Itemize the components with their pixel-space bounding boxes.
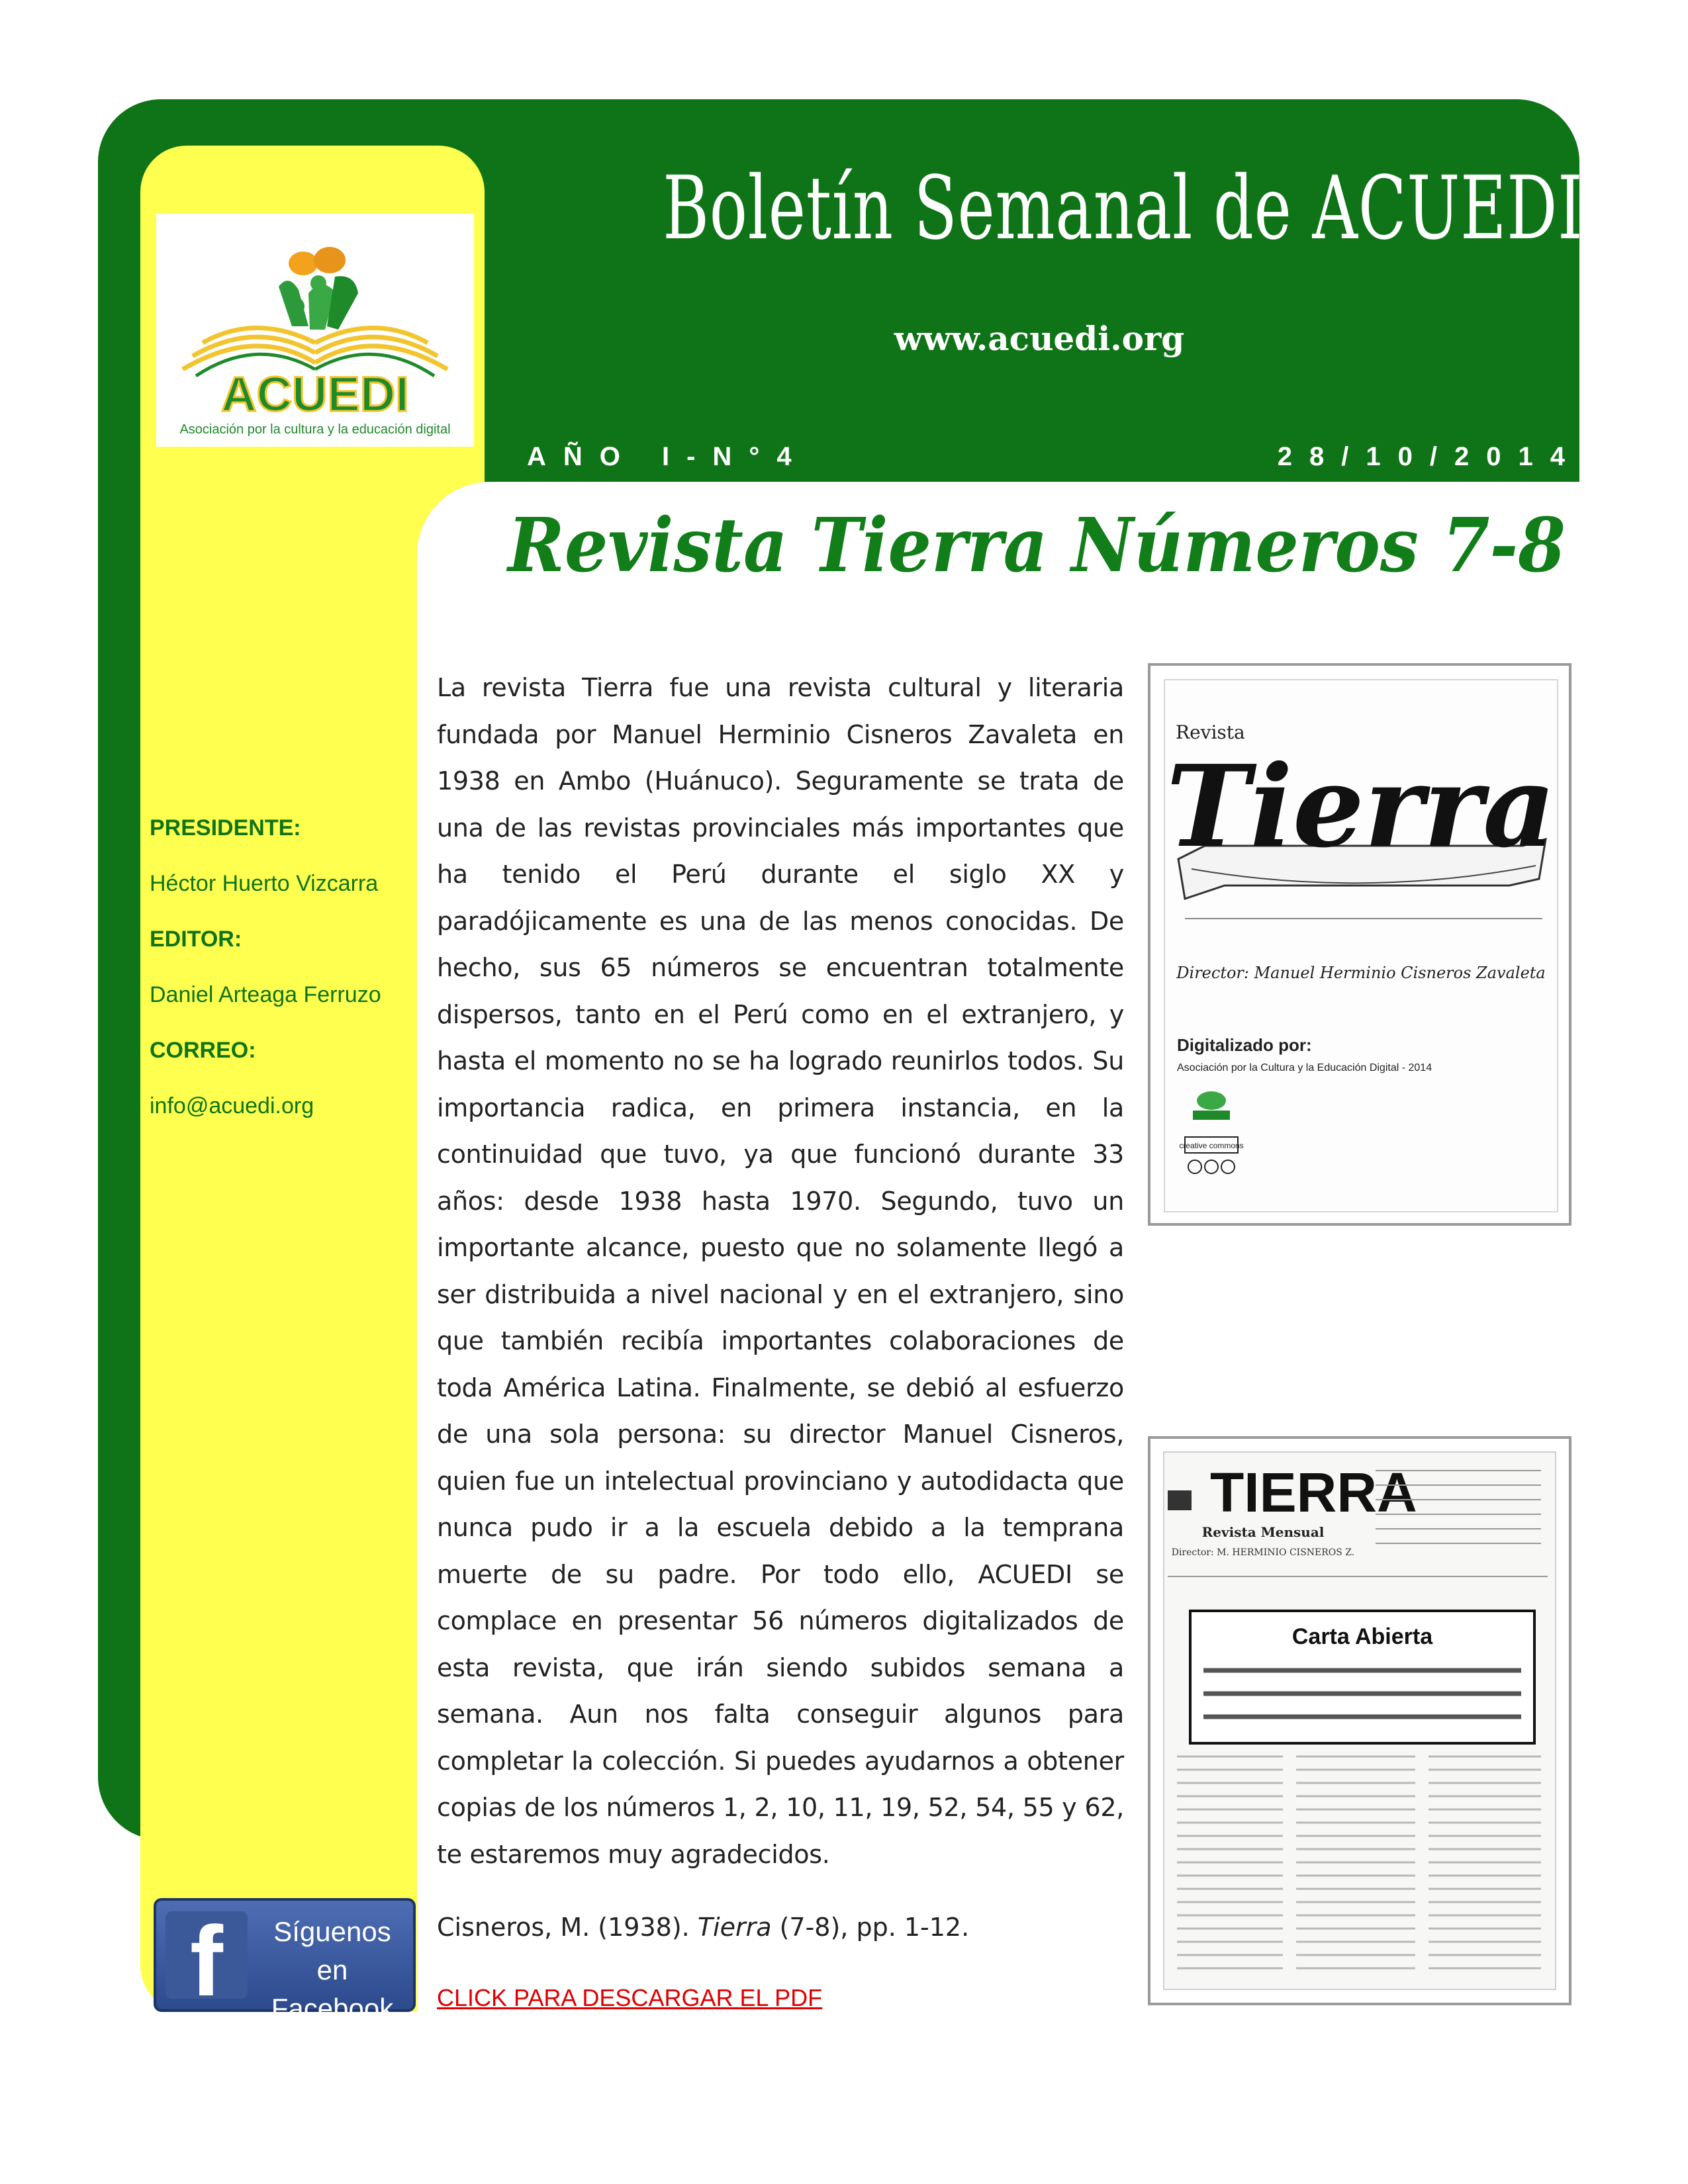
cover-organization: Asociación por la Cultura y la Educación Digital - 2014 — [1177, 1062, 1432, 1073]
cover-digitalizado: Digitalizado por: — [1177, 1035, 1312, 1055]
article-title: Revista Tierra Números 7-8 — [508, 502, 1566, 589]
page-masthead: TIERRA — [1210, 1461, 1417, 1524]
logo-tagline: Asociación por la cultura y la educación digital — [179, 422, 451, 437]
citation-prefix: Cisneros, M. (1938). — [437, 1913, 698, 1942]
acuedi-logo — [156, 214, 474, 447]
issue-number: AÑO I-N°4 — [527, 442, 809, 471]
citation-journal: Tierra — [697, 1913, 772, 1942]
cover-title: Tierra — [1166, 741, 1556, 873]
page-subtitle: Revista Mensual — [1201, 1524, 1325, 1540]
cover-page — [1164, 679, 1558, 1212]
magazine-cover-image — [1148, 663, 1571, 1226]
page-director: Director: M. HERMINIO CISNEROS Z. — [1171, 1547, 1355, 1558]
president-name: Héctor Huerto Vizcarra — [150, 871, 379, 896]
page-headline: Carta Abierta — [1291, 1624, 1433, 1649]
editor-label: EDITOR: — [150, 927, 242, 952]
editor-name: Daniel Arteaga Ferruzo — [150, 982, 381, 1007]
download-pdf-link[interactable]: CLICK PARA DESCARGAR EL PDF — [437, 1984, 823, 2011]
email-address[interactable]: info@acuedi.org — [150, 1093, 314, 1118]
cover-revista-label: Revista — [1176, 721, 1245, 743]
president-label: PRESIDENTE: — [150, 815, 301, 841]
facebook-line1: Síguenos en — [273, 1916, 391, 1985]
logo-name: ACUEDI — [221, 367, 409, 422]
facebook-icon: f — [165, 1911, 248, 1999]
article-body: La revista Tierra fue una revista cultural y literaria fundada por Manuel Herminio Cisneros Zavaleta en 1938 en Ambo (Huánuco). Seguramente se trata de una de las revistas provinciales más importantes que ha tenido el Perú durante el siglo XX y paradójicamente es una de las menos conocidas. De hecho, sus 65 números se encuentran totalmente dispersos, tanto en el Perú como en el extranjero, y hasta el momento no se ha logrado reunirlos todos. Su importancia radica, en primera instancia, en la continuidad que tuvo, ya que funcionó durante 33 años: desde 1938 hasta 1970. Segundo, tuvo un importante alcance, puesto que no solamente llegó a ser distribuida a nivel nacional y en el extranjero, sino que también recibía importantes colaboraciones de toda América Latina. Finalmente, se debió al esfuerzo de una sola persona: su director Manuel Cisneros, quien fue un intelectual provinciano y autodidacta que nunca pudo ir a la escuela debido a la temprana muerte de su padre. Por todo ello, ACUEDI se complace en presentar 56 números digitalizados de esta revista, que irán siendo subidos semana a semana. Aun nos falta conseguir algunos para completar la colección. Si puedes ayudarnos a obtener copias de los números 1, 2, 10, 11, 19, 52, 54, 55 y 62, te estaremos muy agradecidos. — [437, 673, 1124, 1869]
citation-suffix: (7-8), pp. 1-12. — [771, 1913, 970, 1942]
citation — [437, 1913, 1165, 1942]
facebook-text — [256, 1913, 409, 2028]
newsletter-title: Boletín Semanal de ACUEDI — [663, 158, 1583, 259]
email-label: CORREO: — [150, 1038, 256, 1063]
cover-license: creative commons — [1179, 1141, 1244, 1150]
issue-date: 28/10/2014 — [1277, 442, 1582, 471]
magazine-page-image — [1148, 1436, 1571, 2005]
website-url[interactable]: www.acuedi.org — [894, 319, 1185, 358]
facebook-follow-button[interactable] — [154, 1898, 416, 2024]
cover-director: Director: Manuel Herminio Cisneros Zavaleta — [1176, 964, 1546, 982]
facebook-line2: Facebook — [271, 1993, 394, 2024]
